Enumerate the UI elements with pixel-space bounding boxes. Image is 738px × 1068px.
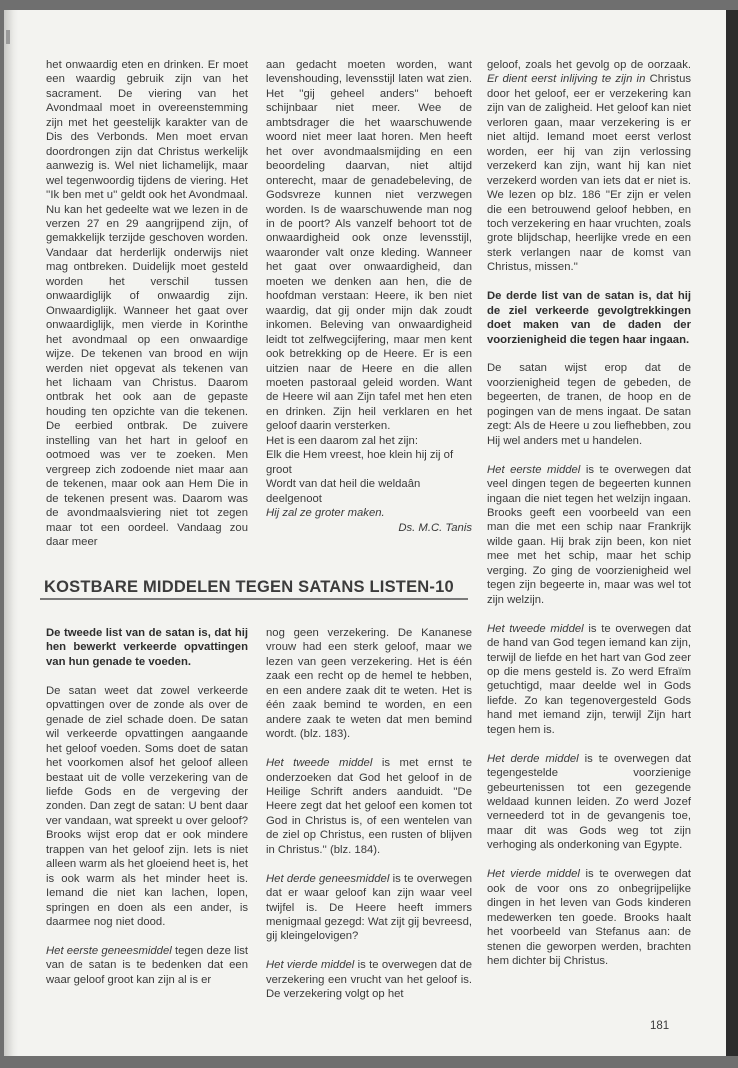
italic-run: Het vierde middel bbox=[487, 868, 580, 881]
body-paragraph bbox=[487, 867, 691, 968]
body-paragraph bbox=[487, 58, 691, 275]
author-signature: Ds. M.C. Tanis bbox=[398, 521, 472, 534]
list-heading: De derde list van de satan is, dat hij de ziel verkeerde gevolgtrekkingen doet maken van de daden der voorzienigheid die tegen haar ingaan. bbox=[487, 290, 691, 346]
body-paragraph: De satan wijst erop dat de voorzienigheid tegen de gebeden, de begeerten, de tranen, de hoop en de pogingen van de mens ingaat. De satan zegt: Als de Heere u zou liefhebben, zou Hij wel anders met u handelen. bbox=[487, 362, 691, 447]
italic-run: Er dient eerst inlijving te zijn in bbox=[487, 73, 646, 86]
body-paragraph: aan gedacht moeten worden, want levenshouding, levensstijl laten wat zien. Het ''gij geheel anders'' behoeft schijnbaar niet meer. Wee de ambtsdrager die het waarschuwende woord niet meer laat horen. Men heeft het over avondmaalsmijding en een beoordeling daarvan, niet altijd onterecht, maar de genadebeleving, de Godsvreze kunnen niet verzwegen worden. Is de waarschuwende man nog in de poort? Als vanzelf behoort tot de onwaardigheid ook onze levensstijl, waaronder valt onze kleding. Wanneer het gaat over onwaardigheid, dan moeten we denken aan hen, die de hoofdman verstaan: Heere, ik ben niet waardig, dat gij onder mijn dak zoudt inkomen. Beleving van onwaardigheid leidt tot zelfwegcijfering, maar men kent ook betrekking op de Heere. Er is een uitzien naar de Heere en die allen moeten pastoraal geleid worden. Want de Heere wil aan Zijn tafel met hen eten en drinken. Zijn heil verklaren en het geloof daarin versterken. bbox=[266, 59, 472, 433]
text-run: is te overwegen dat de verzekering een vrucht van het geloof is. De verzekering volgt op het bbox=[266, 959, 473, 1001]
italic-run: Het eerste geneesmiddel bbox=[46, 944, 172, 957]
italic-run: Het eerste middel bbox=[487, 463, 581, 476]
binding-mark bbox=[6, 30, 10, 44]
text-run: is te overwegen dat ook de voor ons zo onbegrijpelijke dingen in het leven van Gods kinderen medewerken ten goede. Brooks haalt het voorbeeld van Stefanus aan: de stenen die geworpen werden, brachten hem dichter bij Christus. bbox=[487, 868, 691, 967]
body-paragraph bbox=[487, 752, 691, 853]
text-run: tegen deze list van de satan is te bedenken dat een waar geloof groot kan zijn al is er bbox=[46, 944, 248, 986]
body-paragraph bbox=[266, 756, 472, 857]
top-column-2 bbox=[266, 58, 472, 535]
bottom-column-1 bbox=[46, 626, 248, 987]
poem-line: Het is een daarom zal het zijn: bbox=[266, 434, 418, 447]
text-run: is te overwegen dat er waar geloof kan zijn waar veel twijfel is. De Heere heeft immers menigmaal gezegd: Wat zijt gij bevreesd, gij kleingelovigen? bbox=[266, 872, 473, 943]
right-column bbox=[487, 58, 691, 968]
text-run: is te overwegen dat veel dingen tegen de begeerten kunnen ingaan die niet tegen het welzijn ingaan. Brooks geeft een voorbeeld van een man die met een schip naar Frankrijk wilde gaan. Hij brak zijn been, kon niet mee met het schip, maar het schip verging. Zo ging de voorzienigheid wel tegen zijn begeerte in, maar was wel tot zijn welzijn. bbox=[487, 463, 691, 606]
italic-run: Het derde middel bbox=[487, 752, 579, 765]
text-run: is te overwegen dat de hand van God tegen iemand kan zijn, terwijl de liefde en het hart van God zeer op die mens gesteld is. Zo werd Efraïm getuchtigd, maar deelde wel in Gods liefde. Zo kan tegenovergesteld Gods hand met iemand zijn, terwijl Zijn hart tegen hem is. bbox=[487, 622, 691, 736]
text-run: is te overwegen dat tegengestelde voorzienige gebeurtenissen tot een gezegende weldaad kunnen leiden. Zo werd Jozef verneederd tot in de gevangenis toe, maar dit was Gods weg tot zijn verhoging als onderkoning van Egypte. bbox=[487, 752, 691, 852]
italic-run: Het derde geneesmiddel bbox=[266, 872, 390, 885]
body-paragraph bbox=[46, 944, 248, 987]
page-edge bbox=[726, 10, 738, 1056]
poem-line: Hij zal ze groter maken. bbox=[266, 507, 385, 520]
text-run: is met ernst te onderzoeken dat God het geloof in de Heilige Schrift anders aanduidt. ''De Heere zegt dat het geloof een komen tot God in Christus is, of een wentelen van de ziel op Christus, een rusten of blijven in Christus.'' (blz. 184). bbox=[266, 757, 472, 856]
page-number: 181 bbox=[650, 1020, 670, 1032]
body-paragraph: De satan weet dat zowel verkeerde opvattingen over de zonde als over de genade de ziel schade doen. De satan wil verkeerde opvattingen aangaande het geloof voeden. Soms doet de satan het voorkomen alsof het geloof alleen bestaat uit de volle verzekering van de liefde Gods en de vergeving der zonden. Dan zegt de satan: U bent daar ver vandaan, wat spreekt u over geloof? Brooks wijst erop dat er ook mindere trappen van het geloof zijn. Iets is niet alleen warm als het gloeiend heet is, het is ook warm als het minder heet is. Iemand die niet kan lachen, lopen, springen en doen als een ander, is daarmee nog niet dood. bbox=[46, 684, 248, 929]
page-spine-shadow bbox=[4, 10, 18, 1056]
italic-run: Het tweede middel bbox=[487, 622, 584, 635]
text-run: Christus door het geloof, eer er verzekering kan zijn van de zaligheid. Het geloof kan niet verloren gaan, maar verzekering is er niet altijd. Iemand moet eerst verlost worden, eer hij van zijn verlossing verzekerd kan zijn, want hij kan niet verzekerd worden van iets dat er niet is. We lezen op blz. 186 ''Er zijn er velen die een betrouwend geloof hebben, en toch verzekering en haar vruchten, zoals grote blijdschap, heerlijke vrede en een sterk verlangen naar de komst van Christus, missen.'' bbox=[487, 73, 691, 274]
italic-run: Het vierde middel bbox=[266, 959, 355, 972]
poem-line: Elk die Hem vreest, hoe klein hij zij of groot bbox=[266, 449, 454, 476]
top-column-1 bbox=[46, 58, 248, 549]
bottom-column-2 bbox=[266, 626, 472, 1002]
poem-line: Wordt van dat heil die weldaân deelgenoot bbox=[266, 478, 421, 505]
body-paragraph bbox=[266, 958, 472, 1001]
body-paragraph bbox=[266, 872, 472, 944]
title-rule bbox=[40, 598, 468, 600]
text-run: geloof, zoals het gevolg op de oorzaak. bbox=[487, 59, 691, 71]
section-title: KOSTBARE MIDDELEN TEGEN SATANS LISTEN-10 bbox=[44, 578, 454, 596]
list-heading: De tweede list van de satan is, dat hij hen bewerkt verkeerde opvattingen van hun genade te voeden. bbox=[46, 627, 248, 668]
body-paragraph: nog geen verzekering. De Kananese vrouw had een sterk geloof, maar we lezen van geen verzekering. Het is één zaak een recht op de hemel te hebben, en een andere zaak dit te weten. Het is één zaak bemind te worden, en een andere zaak te weten dat men bemind wordt. (blz. 183). bbox=[266, 627, 472, 741]
body-paragraph: het onwaardig eten en drinken. Er moet een waardig gebruik zijn van het sacrament. De viering van het Avondmaal moet in overeenstemming zijn met het geestelijk karakter van de Dis des Verbonds. Men moet ervan doordrongen zijn dat Christus werkelijk aanwezig is. Wel niet lichamelijk, maar wel tegenwoordig tijdens de viering. Het ''Ik ben met u'' geldt ook het Avondmaal. Nu kan het gedeelte wat we lezen in de verzen 27 en 29 aangrijpend zijn, of gemakkelijk terzijde geschoven worden. Vandaar dat herderlijk onderwijs niet mag ontbreken. Duidelijk moet gesteld worden het verschil tussen onwaardiglijk of onwaardig zijn. Onwaardiglijk. Wanneer het gaat over onwaardiglijk, men vierde in Korinthe het avondmaal op een onwaardige wijze. De tekenen van brood en wijn werden niet opgevat als tekenen van het lichaam van Christus. Daarom ontbrak het ook aan de gepaste houding ten opzichte van die tekenen. De eerbied ontbrak. De zuivere instelling van het hart in geloof en ootmoed was ver te zoeken. Men vergreep zich zodoende niet maar aan de tekenen, maar ook aan Hem Die in de tekenen present was. Daarom was de avondmaalsviering niet tot zegen maar tot een oordeel. Vandaag zou daar meer bbox=[46, 59, 248, 548]
italic-run: Het tweede middel bbox=[266, 757, 373, 770]
body-paragraph bbox=[487, 622, 691, 738]
